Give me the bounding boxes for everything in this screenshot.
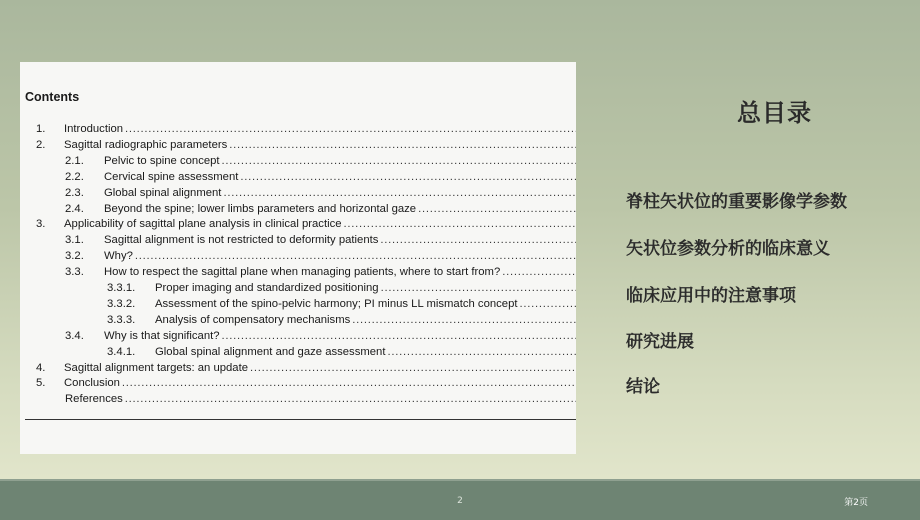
toc-leader-dots	[381, 281, 576, 295]
contents-image	[20, 62, 576, 454]
toc-entry	[65, 265, 576, 279]
toc-leader-dots	[520, 297, 577, 311]
toc-entry	[65, 154, 576, 168]
toc-leader-dots	[135, 249, 576, 263]
toc-entry-number	[36, 392, 65, 406]
toc-leader-dots	[502, 265, 576, 279]
toc-entry	[107, 313, 576, 327]
toc-entry-number: 2.	[36, 138, 46, 151]
toc-entry-number: 3.	[36, 218, 46, 231]
footer-bar	[0, 479, 920, 520]
toc-entry-title: Introduction	[64, 123, 124, 135]
toc-entry-title: Analysis of compensatory mechanisms	[155, 313, 351, 326]
toc-entry-title: Sagittal radiographic parameters	[64, 138, 228, 151]
contents-heading: Contents	[25, 90, 80, 104]
agenda-item: 结论	[626, 377, 660, 397]
toc-leader-dots	[250, 361, 576, 375]
toc-entry-number: 2.4.	[65, 202, 84, 215]
toc-entry-title: Why?	[104, 250, 133, 263]
toc-entry	[107, 297, 576, 311]
toc-entry-title: Global spinal alignment and gaze assessment	[155, 345, 386, 358]
toc-entry-number: 5.	[36, 377, 46, 390]
toc-entry	[36, 217, 576, 231]
toc-entry-number: 3.3.	[65, 266, 84, 279]
toc-entry	[36, 138, 576, 152]
toc-entry-title: Pelvic to spine concept	[104, 154, 220, 167]
toc-entry-number: 3.1.	[65, 234, 84, 247]
toc-entry	[65, 233, 576, 247]
toc-entry-title: Sagittal alignment targets: an update	[64, 361, 249, 374]
contents-bottom-rule	[25, 419, 576, 420]
toc-entry-title: Beyond the spine; lower limbs parameters and horizontal gaze	[104, 202, 417, 215]
toc-entry-number: 3.3.2.	[107, 297, 136, 310]
toc-entry	[36, 122, 576, 136]
toc-entry-number: 2.1.	[65, 154, 84, 167]
toc-entry	[65, 170, 576, 184]
toc-entry-title: Why is that significant?	[104, 329, 220, 342]
toc-leader-dots	[223, 186, 576, 200]
toc-entry-title: Proper imaging and standardized positioning	[155, 282, 379, 294]
toc-entry-number: 2.2.	[65, 170, 84, 183]
toc-leader-dots	[222, 329, 576, 343]
toc-entry-number: 3.2.	[65, 250, 84, 263]
toc-entry-number: 1.	[36, 123, 46, 135]
toc-entry-title: Conclusion	[64, 377, 120, 390]
toc-entry-title: Sagittal alignment is not restricted to deformity patients	[104, 234, 379, 247]
toc-leader-dots	[125, 392, 576, 406]
agenda-item: 脊柱矢状位的重要影像学参数	[626, 192, 847, 212]
toc-leader-dots	[352, 313, 576, 327]
page-label: 第2页	[844, 498, 868, 508]
toc-leader-dots	[125, 122, 576, 136]
toc-entry-number: 3.4.1.	[107, 345, 136, 358]
toc-leader-dots	[222, 154, 576, 168]
toc-entry	[36, 361, 576, 375]
toc-leader-dots	[418, 202, 576, 216]
toc-entry	[65, 186, 576, 200]
toc-entry-number: 3.4.	[65, 329, 84, 342]
toc-entry-title: How to respect the sagittal plane when managing patients, where to start from?	[104, 266, 501, 279]
toc-entry	[65, 329, 576, 343]
toc-entry-title: Global spinal alignment	[104, 186, 222, 199]
toc-entry	[36, 392, 576, 406]
toc-entry	[36, 376, 576, 390]
agenda-item: 临床应用中的注意事项	[626, 286, 796, 306]
toc-entry-number: 3.3.3.	[107, 313, 136, 326]
page-number: 2	[457, 496, 463, 506]
agenda-item: 研究进展	[626, 332, 694, 352]
toc-entry-title: Cervical spine assessment	[104, 170, 239, 183]
slide-title: 总目录	[737, 99, 812, 127]
toc-entry-number: 2.3.	[65, 186, 84, 199]
toc-entry-title: Applicability of sagittal plane analysis in clinical practice	[64, 218, 342, 231]
toc-leader-dots	[229, 138, 576, 152]
toc-entry	[65, 202, 576, 216]
toc-entry	[65, 249, 576, 263]
toc-entry-title: References	[65, 393, 123, 406]
toc-leader-dots	[122, 376, 576, 390]
toc-leader-dots	[387, 345, 576, 359]
agenda-item: 矢状位参数分析的临床意义	[626, 239, 830, 259]
toc-entry	[107, 281, 576, 295]
toc-entry-number: 4.	[36, 361, 46, 374]
toc-entry-number: 3.3.1.	[107, 282, 136, 294]
toc-entry-title: Assessment of the spino-pelvic harmony; PI minus LL mismatch concept	[155, 297, 518, 310]
toc-leader-dots	[380, 233, 576, 247]
toc-leader-dots	[344, 217, 576, 231]
toc-leader-dots	[240, 170, 576, 184]
toc-entry	[107, 345, 576, 359]
